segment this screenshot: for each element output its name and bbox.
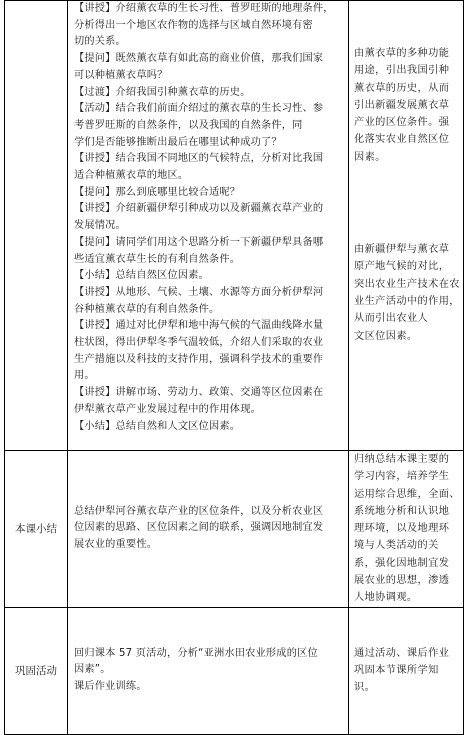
row-teaching-process [5, 1, 464, 451]
intent-line: 引出新疆发展薰衣草 [354, 99, 450, 111]
intent-line: 系，强化因地制宜发 [354, 557, 450, 569]
intent-line: 通过活动、课后作业 [354, 647, 450, 659]
row2-label: 本课小结 [5, 451, 68, 608]
row2-content-cell [68, 451, 349, 608]
intent-line: 理环境，以及地理环 [354, 523, 450, 535]
content-line: 【讲授】从地形、气候、土壤、水源等方面分析伊犁河 [74, 286, 324, 298]
content-line: 因素”。 [74, 664, 111, 676]
row3-content [68, 646, 348, 696]
content-line: 回归课本 57 页活动，分析“亚洲水田农业形成的区位 [74, 647, 318, 659]
content-line: 【活动】结合我们前面介绍过的薰衣草的生长习性、参 [74, 103, 324, 115]
content-line: 伊犁薰衣草产业发展过程中的作用体现。 [74, 403, 261, 415]
lesson-plan-table [4, 0, 464, 735]
intent-line: 由薰衣草的多种功能 [354, 48, 450, 59]
content-line: 考普罗旺斯的自然条件，以及我国的自然条件，同 [74, 119, 303, 131]
row3-intent-cell [349, 607, 464, 734]
intent-line: 文区位因素。 [354, 330, 418, 342]
row1-intent-b [349, 166, 463, 345]
content-line: 【提问】请同学们用这个思路分析一下新疆伊犁具备哪 [74, 236, 324, 248]
content-line: 些适宜薰衣草生长的有利自然条件。 [74, 253, 241, 265]
content-line: 【讲授】结合我国不同地区的气候特点，分析对比我国 [74, 153, 324, 165]
row1-intent-cell [349, 1, 464, 451]
content-line: 展农业的重要性。 [74, 539, 158, 551]
content-line: 【讲授】介绍薰衣草的生长习性、普罗旺斯的地理条件， [74, 3, 334, 14]
row3-intent [349, 645, 463, 697]
content-line: 生产措施以及科技的支持作用，强调科学技术的重要作 [74, 353, 324, 365]
content-line: 位因素的思路、区位因素之间的联系，强调因地制宜发 [74, 522, 324, 534]
intent-line: 识。 [354, 682, 376, 694]
content-line: 【提问】那么到底哪里比较合适呢？ [74, 186, 241, 198]
content-line: 课后作业训练。 [74, 681, 147, 693]
content-line: 【过渡】介绍我国引种薰衣草的历史。 [74, 86, 251, 98]
row3-content-cell [68, 607, 349, 734]
intent-line: 因素。 [354, 151, 386, 163]
intent-line: 归纳总结本课主要的 [354, 454, 450, 465]
content-line: 用。 [74, 370, 95, 382]
content-line: 适合种植薰衣草的地区。 [74, 170, 189, 182]
intent-line: 境与人类活动的关 [354, 540, 439, 552]
row2-intent [349, 451, 463, 607]
content-line: 【讲授】讲解市场、劳动力、政策、交通等区位因素在 [74, 387, 324, 399]
content-line: 学们是否能够推断出最后在哪里试种成功了？ [74, 136, 282, 148]
content-line: 【小结】总结自然区位因素。 [74, 270, 210, 282]
intent-line: 产业的区位条件。强 [354, 117, 450, 129]
intent-line: 用途，引出我国引种 [354, 65, 450, 77]
content-line: 发展情况。 [74, 220, 126, 232]
content-line: 【讲授】介绍新疆伊犁引种成功以及新疆薰衣草产业的 [74, 203, 324, 215]
row1-label-cell [5, 1, 68, 451]
intent-line: 巩固本节课所学知 [354, 665, 439, 677]
content-line: 【提问】既然薰衣草有如此高的商业价值，那我们国家 [74, 53, 324, 65]
intent-line: 业生产活动中的作用， [354, 295, 460, 307]
content-line: 柱状图，得出伊犁冬季气温较低，介绍人们采取的农业 [74, 337, 324, 349]
intent-line: 由新疆伊犁与薰衣草 [354, 244, 450, 256]
intent-line: 学习内容，培养学生 [354, 471, 450, 483]
content-line: 分析得出一个地区农作物的选择与区域自然环境有密 [74, 19, 313, 31]
row3-label: 巩固活动 [5, 607, 68, 734]
row1-content [68, 1, 348, 435]
intent-line: 化落实农业自然区位 [354, 134, 450, 146]
content-line: 谷种植薰衣草的有利自然条件。 [74, 303, 220, 315]
intent-line: 人地协调观。 [354, 592, 418, 604]
intent-line: 从而引出农业人 [354, 313, 429, 325]
intent-line: 薰衣草的历史，从而 [354, 82, 450, 94]
intent-line: 运用综合思维，全面、 [354, 488, 460, 500]
row1-intent-a [349, 1, 463, 166]
content-line: 【小结】总结自然和人文区位因素。 [74, 420, 241, 432]
content-line: 切的关系。 [74, 36, 126, 48]
intent-line: 展农业的思想，渗透 [354, 575, 450, 587]
content-line: 总结伊犁河谷薰衣草产业的区位条件，以及分析农业区 [74, 505, 324, 517]
intent-line: 系统地分析和认识地 [354, 505, 450, 517]
intent-line: 突出农业生产技术在农 [354, 278, 460, 290]
row-lesson-summary [5, 451, 464, 608]
content-line: 可以种植薰衣草吗？ [74, 69, 168, 81]
row-consolidation-activity [5, 607, 464, 734]
row1-content-cell [68, 1, 349, 451]
content-line: 【讲授】通过对比伊犁和地中海气候的气温曲线降水量 [74, 320, 324, 332]
intent-line: 原产地气候的对比， [354, 261, 450, 273]
row2-intent-cell [349, 451, 464, 608]
row2-content [68, 504, 348, 554]
